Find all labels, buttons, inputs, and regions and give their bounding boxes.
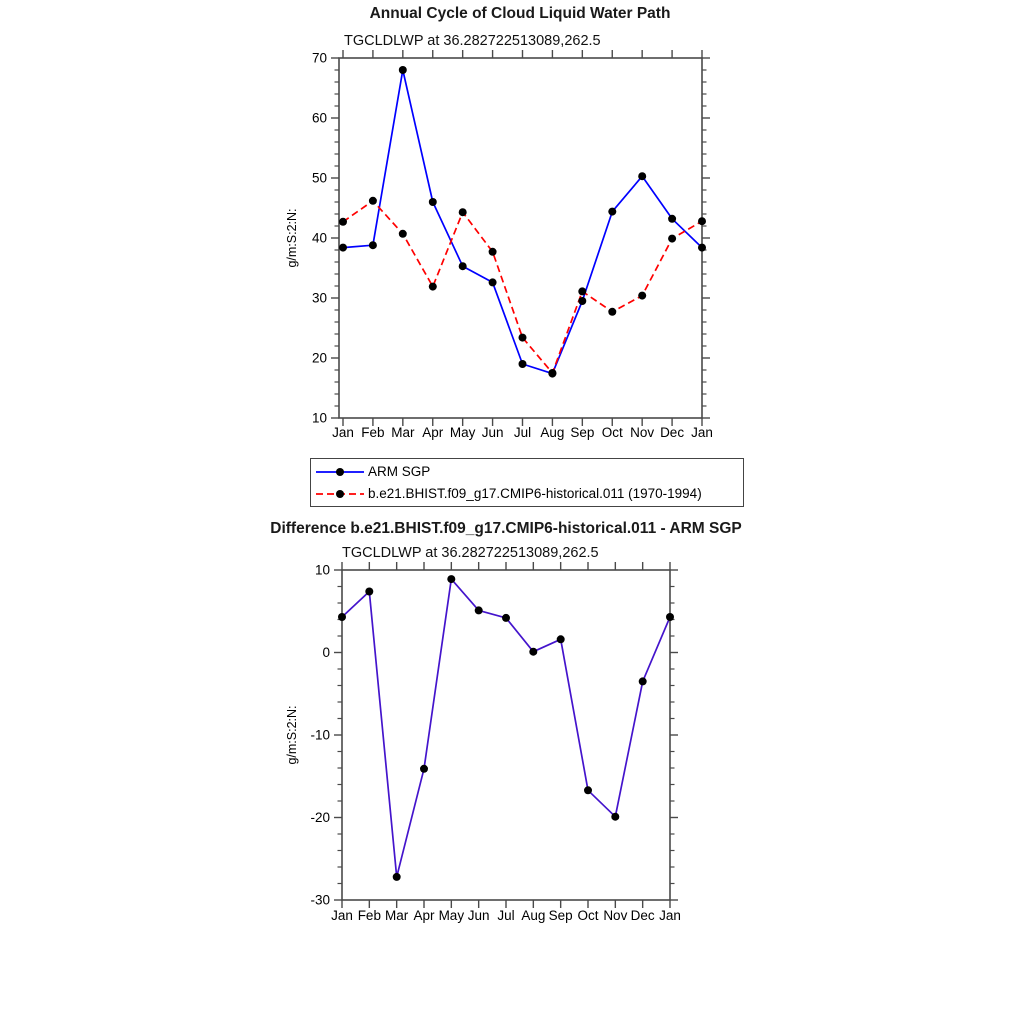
data-point-marker — [489, 278, 497, 286]
data-point-marker — [420, 765, 428, 773]
month-label: Aug — [540, 425, 565, 440]
month-label: Apr — [413, 908, 435, 923]
data-point-marker — [584, 786, 592, 794]
data-point-marker — [399, 66, 407, 74]
month-label: Oct — [601, 425, 623, 440]
month-label: Mar — [385, 908, 409, 923]
chart1-subtitle: TGCLDLWP at 36.282722513089,262.5 — [344, 33, 601, 49]
data-point-marker — [519, 334, 527, 342]
y-tick-label: 0 — [322, 645, 330, 660]
y-tick-label: 20 — [311, 350, 327, 366]
data-point-marker — [608, 208, 616, 216]
month-label: Mar — [391, 425, 415, 440]
chart1-title: Annual Cycle of Cloud Liquid Water Path — [369, 5, 671, 22]
y-tick-label: 70 — [311, 50, 327, 66]
data-point-marker — [519, 360, 527, 368]
month-label: Aug — [521, 908, 546, 923]
month-label: May — [449, 425, 476, 440]
month-label: Dec — [660, 425, 685, 440]
month-label: Jul — [513, 425, 532, 440]
series-line-model — [343, 201, 702, 373]
y-tick-label: 10 — [314, 562, 330, 578]
month-label: Dec — [630, 908, 655, 923]
legend-entry-arm-sgp — [314, 461, 743, 483]
data-point-marker — [393, 873, 401, 881]
month-label: May — [438, 908, 465, 923]
data-point-marker — [459, 262, 467, 270]
data-point-marker — [557, 635, 565, 643]
month-label: Jun — [481, 425, 504, 440]
data-point-marker — [698, 217, 706, 225]
month-label: Nov — [603, 908, 628, 923]
data-point-marker — [339, 244, 347, 252]
legend-sample-dashed-line-icon — [314, 486, 366, 502]
data-point-marker — [338, 613, 346, 621]
data-point-marker — [365, 588, 373, 596]
month-label: Jan — [659, 908, 681, 923]
y-tick-label: 30 — [311, 290, 327, 306]
series-line-arm-sgp — [343, 70, 702, 374]
series-line-difference — [342, 579, 670, 877]
data-point-marker — [639, 677, 647, 685]
legend-entry-model — [314, 483, 743, 505]
data-point-marker — [666, 613, 674, 621]
data-point-marker — [429, 283, 437, 291]
legend-box — [310, 458, 744, 507]
data-point-marker — [399, 230, 407, 238]
month-label: Jan — [332, 425, 354, 440]
y-tick-label: 60 — [311, 110, 327, 126]
data-point-marker — [638, 292, 646, 300]
month-label: Jan — [691, 425, 713, 440]
data-point-marker — [668, 235, 676, 243]
y-tick-label: -30 — [310, 892, 330, 908]
data-point-marker — [459, 208, 467, 216]
y-tick-label: -10 — [310, 727, 330, 743]
month-label: Feb — [357, 908, 381, 923]
data-point-marker — [608, 308, 616, 316]
legend-label-arm-sgp: ARM SGP — [368, 464, 431, 479]
month-label: Feb — [361, 425, 385, 440]
month-label: Sep — [548, 908, 573, 923]
data-point-marker — [447, 575, 455, 583]
month-label: Jun — [467, 908, 490, 923]
data-point-marker — [429, 198, 437, 206]
chart2-subtitle: TGCLDLWP at 36.282722513089,262.5 — [342, 545, 599, 561]
month-label: Apr — [422, 425, 444, 440]
data-point-marker — [475, 606, 483, 614]
data-point-marker — [369, 241, 377, 249]
y-tick-label: 10 — [311, 410, 327, 426]
chart2-title: Difference b.e21.BHIST.f09_g17.CMIP6-historical.011 - ARM SGP — [270, 520, 742, 537]
data-point-marker — [668, 215, 676, 223]
data-point-marker — [611, 813, 619, 821]
legend-label-model: b.e21.BHIST.f09_g17.CMIP6-historical.011 (1970-1994) — [368, 486, 702, 501]
y-axis-label: g/m:S:2:N: — [285, 208, 299, 268]
data-point-marker — [638, 172, 646, 180]
data-point-marker — [698, 244, 706, 252]
data-point-marker — [578, 287, 586, 295]
month-label: Oct — [577, 908, 599, 923]
data-point-marker — [489, 248, 497, 256]
month-label: Nov — [630, 425, 655, 440]
data-point-marker — [502, 614, 510, 622]
y-tick-label: 50 — [311, 170, 327, 186]
data-point-marker — [548, 369, 556, 377]
data-point-marker — [339, 218, 347, 226]
month-label: Jan — [331, 908, 353, 923]
y-tick-label: -20 — [310, 810, 330, 825]
data-point-marker — [578, 297, 586, 305]
month-label: Sep — [570, 425, 595, 440]
month-label: Jul — [497, 908, 515, 923]
data-point-marker — [529, 648, 537, 656]
y-axis-label: g/m:S:2:N: — [285, 705, 299, 765]
y-tick-label: 40 — [311, 230, 327, 246]
legend-sample-solid-line-icon — [314, 464, 366, 480]
data-point-marker — [369, 197, 377, 205]
